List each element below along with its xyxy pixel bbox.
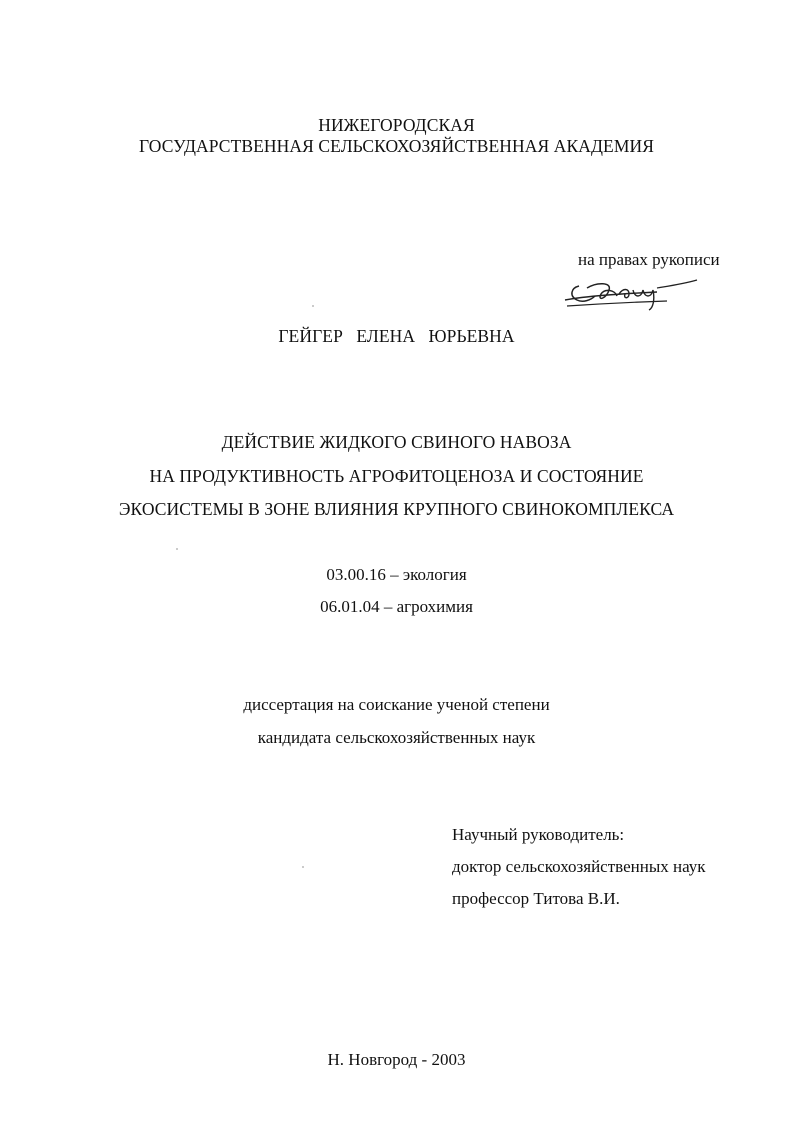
scan-speck <box>312 305 314 307</box>
degree-line-1: диссертация на соискание ученой степени <box>243 695 550 714</box>
institution-line-2: ГОСУДАРСТВЕННАЯ СЕЛЬСКОХОЗЯЙСТВЕННАЯ АКАДЕМИЯ <box>138 136 655 156</box>
degree-line-2: кандидата сельскохозяйственных наук <box>257 728 536 747</box>
manuscript-note: на правах рукописи <box>578 250 720 269</box>
specialty-agrochemistry: 06.01.04 – агрохимия <box>320 597 473 616</box>
place-and-year: Н. Новгород - 2003 <box>327 1050 466 1069</box>
title-line-3: ЭКОСИСТЕМЫ В ЗОНЕ ВЛИЯНИЯ КРУПНОГО СВИНОКОМПЛЕКСА <box>118 499 675 519</box>
title-line-2: НА ПРОДУКТИВНОСТЬ АГРОФИТОЦЕНОЗА И СОСТОЯНИЕ <box>149 466 644 486</box>
supervisor-label: Научный руководитель: <box>452 825 625 844</box>
signature-icon <box>557 274 707 314</box>
supervisor-name: профессор Титова В.И. <box>452 889 620 908</box>
supervisor-degree: доктор сельскохозяйственных наук <box>452 857 706 876</box>
institution-line-1: НИЖЕГОРОДСКАЯ <box>318 115 475 135</box>
specialty-ecology: 03.00.16 – экология <box>326 565 467 584</box>
author-name: ГЕЙГЕР ЕЛЕНА ЮРЬЕВНА <box>278 326 515 346</box>
title-line-1: ДЕЙСТВИЕ ЖИДКОГО СВИНОГО НАВОЗА <box>221 432 572 452</box>
scan-speck <box>302 866 304 868</box>
scan-speck <box>176 548 178 550</box>
